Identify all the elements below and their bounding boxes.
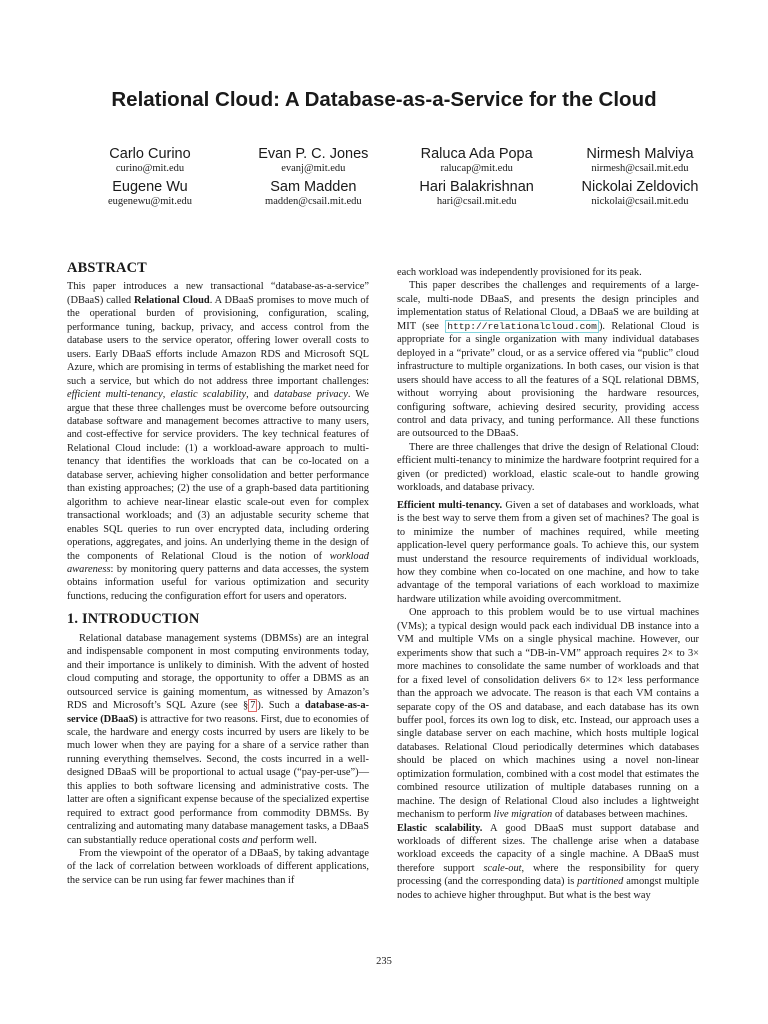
- left-column: [67, 262, 369, 887]
- abstract-text: This paper introduces a new transactional “database-as-a-service” (DBaaS) called: [67, 281, 369, 306]
- emphasis-scalability: elastic scalability: [170, 389, 247, 401]
- paper-title: Relational Cloud: A Database-as-a-Service for the Cloud: [111, 88, 657, 111]
- author-block: [75, 145, 715, 211]
- author-name: Nickolai Zeldovich: [581, 179, 699, 195]
- system-name: Relational Cloud: [134, 294, 210, 306]
- intro-heading: 1. INTRODUCTION: [67, 611, 200, 628]
- intro-paragraph: [67, 632, 369, 847]
- author: [238, 178, 388, 208]
- author: [75, 145, 225, 175]
- author-email: nirmesh@csail.mit.edu: [591, 163, 689, 174]
- body-text: amongst multiple nodes to achieve higher throughput. But what is the best way: [397, 876, 699, 901]
- intro-text: ). Such a: [257, 700, 305, 712]
- body-text: One approach to this problem would be to use virtual machines (VMs); a typical design would pack each individual DB instance into a VM and multiple VMs on a single physical machine. However, our experiments show that such a “DB-in-VM” approach requires 2× to 3× more machines to consolidate the same number of workloads and that for a fixed level of consolidation delivers 6× to 12× less performance than the approach we advocate. The reason is that each VM contains a separate copy of the OS and database, and each database has its own buffer pool, forces its own log to disk, etc. Instead, our approach uses a single database server on each machine, which hosts multiple logical databases. Relational Cloud periodically determines which databases should be placed on which machines using a novel non-linear optimization formulation, combined with a cost model that estimates the combined resource utilization of multiple databases running on a machine. The design of Relational Cloud also includes a lightweight mechanism to perform: [397, 607, 699, 821]
- author-name: Hari Balakrishnan: [419, 179, 534, 195]
- paragraph-heading: Efficient multi-tenancy.: [397, 499, 503, 511]
- abstract-text: , and: [246, 389, 275, 401]
- abstract-heading: ABSTRACT: [67, 260, 147, 276]
- author-email: hari@csail.mit.edu: [436, 196, 517, 207]
- author: [565, 145, 715, 175]
- author-email: eugenewu@mit.edu: [107, 196, 193, 207]
- author-row: [75, 145, 715, 175]
- body-text: of databases between machines.: [552, 809, 688, 821]
- emphasis-partitioned: partitioned: [577, 876, 624, 888]
- emphasis-multi-tenancy: efficient multi-tenancy: [67, 389, 163, 401]
- emphasis-workload-awareness: workload awareness: [67, 550, 369, 575]
- page-number: 235: [376, 956, 392, 967]
- body-text: A good DBaaS must support database and workloads of different sizes. The challenge arise when a database workload exceeds the capacity of a single machine. A DBaaS must therefore support: [397, 822, 699, 874]
- author-name: Nirmesh Malviya: [586, 146, 694, 162]
- citation-link[interactable]: 7: [250, 700, 256, 712]
- body-paragraph: [397, 606, 699, 821]
- author: [238, 145, 388, 175]
- intro-text: perform well.: [257, 834, 317, 846]
- author-name: Carlo Curino: [109, 146, 191, 162]
- author: [402, 178, 552, 208]
- body-paragraph: There are three challenges that drive the design of Relational Cloud: efficient multi-tenancy to minimize the hardware footprint required for a given (or predicted) workload, elastic scale-out to handle growing workloads, and database privacy.: [397, 441, 699, 494]
- author-email: evanj@mit.edu: [281, 163, 346, 174]
- emphasis-privacy: database privacy: [274, 389, 348, 401]
- author-name: Evan P. C. Jones: [258, 146, 369, 162]
- body-paragraph: each workload was independently provisioned for its peak.: [397, 267, 642, 278]
- body-text: This paper describes the challenges and requirements of a large-scale, multi-node DBaaS, and presents the design principles and implementation status of Relational Cloud, a DBaaS we are building at MIT (see: [397, 280, 699, 332]
- author-row: [75, 178, 715, 208]
- author-name: Sam Madden: [270, 179, 357, 195]
- body-text: , where the responsibility for query processing (and the corresponding data) is: [397, 862, 699, 888]
- author-name: Eugene Wu: [112, 179, 188, 195]
- body-paragraph: [397, 279, 699, 440]
- body-paragraph: [397, 822, 699, 903]
- author: [565, 178, 715, 208]
- right-column: [397, 266, 699, 902]
- author: [75, 178, 225, 208]
- body-text: ). Relational Cloud is appropriate for a single organization with many individual databases deployed in a “private” cloud, or as a service offered via “public” cloud infrastructure to multiple organizations. In both cases, our vision is that users should have access to all the features of a SQL relational DBMS, without worrying about provisioning the hardware resources, configuring software, achieving desired security, providing access control and data privacy, and tuning performance. All these functions are outsourced to the DBaaS.: [397, 320, 700, 440]
- abstract-text: . A DBaaS promises to move much of the operational burden of provisioning, configuration, scaling, performance tuning, backup, privacy, and access control from the database users to the service operator, offering lower overall costs to users. Early DBaaS efforts include Amazon RDS and Microsoft SQL Azure, which are promising in terms of establishing the market need for such a service, but which do not address three important challenges:: [67, 294, 369, 387]
- dbaas-term: database-as-a-service (DBaaS): [67, 700, 370, 725]
- intro-paragraph: From the viewpoint of the operator of a DBaaS, by taking advantage of the lack of correlation between workloads of different applications, the service can be run using far fewer machines than if: [67, 848, 369, 886]
- abstract-paragraph: [67, 280, 369, 603]
- emphasis-and: and: [242, 834, 258, 846]
- abstract-text: : by monitoring query patterns and data accesses, the system obtains information useful for various optimization and security functions, reducing the configuration effort for users and operators.: [67, 563, 369, 602]
- intro-text: is attractive for two reasons. First, due to economies of scale, the hardware and energy costs incurred by users are likely to be much lower when they are paying for a share of a service rather than running everything themselves. Second, the costs incurred in a well-designed DBaaS will be proportional to actual usage (“pay-per-use”)—this applies to both software licensing and administrative costs. The latter are often a significant expense because of the specialized expertise required to extract good performance from commodity DBMSs. By centralizing and automating many database management tasks, a DBaaS can substantially reduce operational costs: [67, 713, 369, 846]
- body-paragraph: [397, 499, 699, 607]
- project-url-link[interactable]: http://relationalcloud.com: [447, 320, 597, 332]
- author-email: nickolai@csail.mit.edu: [591, 196, 689, 207]
- author-email: madden@csail.mit.edu: [265, 196, 362, 207]
- paragraph-heading: Elastic scalability.: [397, 822, 483, 834]
- author-name: Raluca Ada Popa: [420, 146, 533, 162]
- emphasis-live-migration: live migration: [493, 809, 553, 821]
- author-email: ralucap@mit.edu: [440, 163, 513, 174]
- abstract-text: . We argue that these three challenges must be overcome before outsourcing database software and management becomes attractive to many users, and cost-effective for service providers. The key technical features of Relational Cloud include: (1) a workload-aware approach to multi-tenancy that identifies the workloads that can be co-located on a database server, achieving higher consolidation and better performance than existing approaches; (2) the use of a graph-based data partitioning algorithm to achieve near-linear elastic scale-out even for complex transactional workloads; and (3) an adjustable security scheme that enables SQL queries to run over encrypted data, including ordering operations, aggregates, and joins. An underlying theme in the design of the components of Relational Cloud is the notion of: [67, 389, 370, 562]
- emphasis-scale-out: scale-out: [483, 862, 522, 874]
- intro-text: Relational database management systems (DBMSs) are an integral and indispensable component in most computing environments today, and their importance is unlikely to diminish. With the advent of hosted cloud computing and storage, the opportunity to offer a DBMS as an outsourced service is gaining momentum, as witnessed by Amazon’s RDS and Microsoft’s SQL Azure (see §: [67, 632, 369, 712]
- author-email: curino@mit.edu: [115, 163, 185, 174]
- abstract-text: ,: [162, 389, 171, 401]
- author: [402, 145, 552, 175]
- body-text: Given a set of databases and workloads, what is the best way to serve them from a given set of machines? The goal is to minimize the number of machines required, while meeting application-level query performance goals. To achieve this, our system must understand the resource requirements of individual workloads, how they combine when co-located on one machine, and how to take advantage of the temporal variations of each workload to maximize hardware utilization while avoiding overcommitment.: [397, 499, 699, 605]
